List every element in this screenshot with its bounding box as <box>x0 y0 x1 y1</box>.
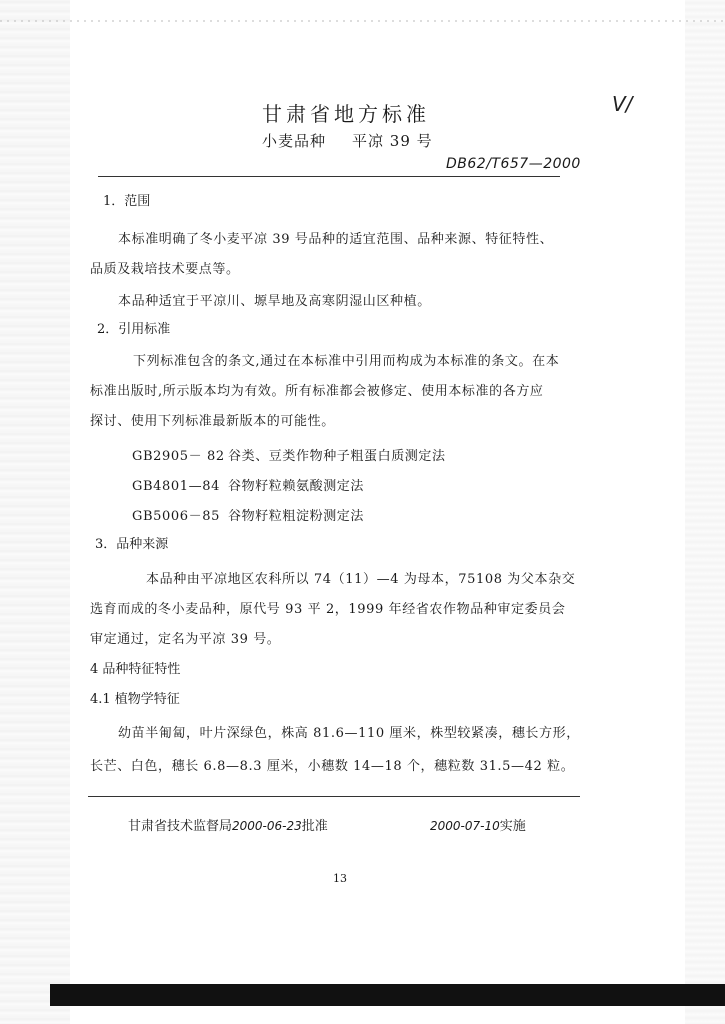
section-2-line-2: 标准出版时,所示版本均为有效。所有标准都会被修定、使用本标准的各方应 <box>90 384 544 399</box>
page-number: 13 <box>333 872 347 885</box>
reference-item <box>132 475 364 494</box>
section-3-heading: 3．品种来源 <box>95 537 169 552</box>
section-1-line-1: 本标准明确了冬小麦平凉 39 号品种的适宜范围、品种来源、特征特性、 <box>118 232 554 247</box>
approval-suffix: 批准 <box>301 819 328 834</box>
effective-line <box>430 815 526 834</box>
handwritten-mark: V/ <box>612 92 633 116</box>
footer-divider <box>88 796 580 797</box>
effective-suffix: 实施 <box>499 819 526 834</box>
section-4-1-line-2: 长芒、白色，穗长 6.8—8.3 厘米，小穗数 14—18 个，穗粒数 31.5—42 粒。 <box>90 759 575 774</box>
document-subtitle <box>262 130 433 151</box>
section-4-heading: 4 品种特征特性 <box>90 662 181 677</box>
section-2-line-1: 下列标准包含的条文,通过在本标准中引用而构成为本标准的条文。在本 <box>133 354 560 369</box>
standard-number: DB62/T657—2000 <box>446 156 581 172</box>
section-2-heading: 2．引用标准 <box>97 322 171 337</box>
section-2-line-3: 探讨、使用下列标准最新版本的可能性。 <box>90 414 335 429</box>
reference-code: GB2905－ 82 <box>132 449 225 464</box>
approval-date: 2000-06-23 <box>232 819 302 833</box>
scan-dotted-line <box>0 20 725 22</box>
reference-item <box>132 445 446 464</box>
subtitle-right: 平凉 39 号 <box>352 132 433 150</box>
section-4-1-heading: 4.1 植物学特征 <box>90 692 180 707</box>
reference-item <box>132 505 364 524</box>
subtitle-left: 小麦品种 <box>262 132 327 150</box>
reference-code: GB4801—84 <box>132 479 220 494</box>
scan-edge-right <box>685 0 725 1024</box>
section-1-line-3: 本品种适宜于平凉川、塬旱地及高寒阴湿山区种植。 <box>118 294 431 309</box>
section-3-line-3: 审定通过，定名为平凉 39 号。 <box>90 632 281 647</box>
scan-edge-left <box>0 0 70 1024</box>
section-4-1-line-1: 幼苗半匍匐，叶片深绿色，株高 81.6—110 厘米，株型较紧凑，穗长方形， <box>118 726 580 741</box>
section-3-line-1: 本品种由平凉地区农科所以 74（11）—4 为母本，75108 为父本杂交 <box>146 572 576 587</box>
effective-date: 2000-07-10 <box>430 819 500 833</box>
reference-name: 谷类、豆类作物种子粗蛋白质测定法 <box>228 449 446 464</box>
header-divider <box>98 176 560 177</box>
approval-line <box>128 815 328 834</box>
section-3-line-2: 选育而成的冬小麦品种，原代号 93 平 2，1999 年经省农作物品种审定委员会 <box>90 602 566 617</box>
scan-bottom-edge <box>50 984 725 1006</box>
reference-name: 谷物籽粒粗淀粉测定法 <box>228 509 365 524</box>
reference-name: 谷物籽粒赖氨酸测定法 <box>228 479 365 494</box>
reference-code: GB5006－85 <box>132 509 220 524</box>
document-title: 甘肃省地方标准 <box>262 102 430 126</box>
section-1-line-2: 品质及栽培技术要点等。 <box>90 262 240 277</box>
approval-authority: 甘肃省技术监督局 <box>128 819 233 834</box>
section-1-heading: 1．范围 <box>103 194 151 209</box>
